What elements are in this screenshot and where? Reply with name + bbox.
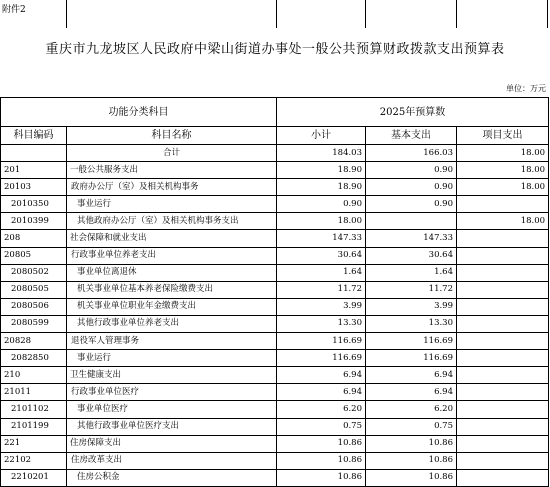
- table-row: [1, 350, 549, 367]
- table-row: [1, 281, 549, 298]
- cell-subtotal: 184.03: [277, 145, 366, 162]
- header-group-row: [1, 98, 549, 127]
- cell-code: 2080506: [1, 298, 67, 315]
- cell-name: 其他行政事业单位医疗支出: [67, 418, 277, 435]
- header-function-category: 功能分类科目: [1, 98, 277, 127]
- table-row: [1, 367, 549, 384]
- header-budget-year: 2025年预算数: [277, 98, 549, 127]
- cell-code: 221: [1, 435, 67, 452]
- table-row: [1, 384, 549, 401]
- cell-basic: 1.64: [366, 264, 457, 281]
- cell-subtotal: 10.86: [277, 469, 366, 486]
- cell-subtotal: 3.99: [277, 298, 366, 315]
- cell-basic: 147.33: [366, 230, 457, 247]
- header-subtotal: 小计: [277, 127, 366, 145]
- table-row: [1, 298, 549, 315]
- cell-subtotal: 11.72: [277, 281, 366, 298]
- cell-subtotal: 0.75: [277, 418, 366, 435]
- cell-name: 合计: [67, 145, 277, 162]
- cell-basic: [366, 213, 457, 230]
- cell-subtotal: 13.30: [277, 315, 366, 332]
- cell-basic: 13.30: [366, 315, 457, 332]
- table-row: [1, 401, 549, 418]
- table-row: [1, 213, 549, 230]
- cell-project: [457, 264, 549, 281]
- cell-project: [457, 247, 549, 264]
- cell-code: 201: [1, 162, 67, 179]
- cell-project: [457, 315, 549, 332]
- cell-project: [457, 333, 549, 350]
- header-code: 科目编码: [1, 127, 67, 145]
- cell-project: [457, 196, 549, 213]
- cell-subtotal: 30.64: [277, 247, 366, 264]
- cell-basic: 116.69: [366, 333, 457, 350]
- cell-name: 事业运行: [67, 350, 277, 367]
- cell-subtotal: 18.90: [277, 179, 366, 196]
- unit-label: 单位：万元: [506, 84, 546, 93]
- cell-name: 住房改革支出: [67, 452, 277, 469]
- cell-name: 行政事业单位医疗: [67, 384, 277, 401]
- cell-project: [457, 401, 549, 418]
- cell-code: 2101102: [1, 401, 67, 418]
- header-project: 项目支出: [457, 127, 549, 145]
- cell-basic: 10.86: [366, 435, 457, 452]
- cell-basic: 0.75: [366, 418, 457, 435]
- table-row: [1, 452, 549, 469]
- cell-basic: 6.94: [366, 367, 457, 384]
- cell-subtotal: 10.86: [277, 435, 366, 452]
- cell-name: 事业单位离退休: [67, 264, 277, 281]
- cell-name: 退役军人管理事务: [67, 333, 277, 350]
- cell-code: 2080505: [1, 281, 67, 298]
- cell-name: 机关事业单位基本养老保险缴费支出: [67, 281, 277, 298]
- cell-subtotal: 1.64: [277, 264, 366, 281]
- cell-subtotal: 6.94: [277, 367, 366, 384]
- cell-project: 18.00: [457, 213, 549, 230]
- cell-code: 2010350: [1, 196, 67, 213]
- cell-project: [457, 298, 549, 315]
- cell-subtotal: 18.90: [277, 162, 366, 179]
- cell-name: 住房公积金: [67, 469, 277, 486]
- attachment-label: 附件2: [2, 5, 26, 15]
- cell-basic: 10.86: [366, 469, 457, 486]
- cell-basic: 116.69: [366, 350, 457, 367]
- cell-basic: 0.90: [366, 179, 457, 196]
- table-row: [1, 469, 549, 486]
- table-row: [1, 230, 549, 247]
- table-row: [1, 264, 549, 281]
- cell-code: 20828: [1, 333, 67, 350]
- header-basic: 基本支出: [366, 127, 457, 145]
- cell-subtotal: 10.86: [277, 452, 366, 469]
- cell-name: 政府办公厅（室）及相关机构事务: [67, 179, 277, 196]
- cell-code: 2080502: [1, 264, 67, 281]
- cell-project: [457, 281, 549, 298]
- cell-name: 行政事业单位养老支出: [67, 247, 277, 264]
- cell-subtotal: 0.90: [277, 196, 366, 213]
- cell-subtotal: 116.69: [277, 350, 366, 367]
- table-row: [1, 179, 549, 196]
- budget-table: [0, 97, 549, 487]
- cell-project: [457, 469, 549, 486]
- cell-project: 18.00: [457, 179, 549, 196]
- cell-basic: 166.03: [366, 145, 457, 162]
- cell-code: 21011: [1, 384, 67, 401]
- cell-basic: 6.20: [366, 401, 457, 418]
- header-name: 科目名称: [67, 127, 277, 145]
- cell-code: 20805: [1, 247, 67, 264]
- cell-subtotal: 147.33: [277, 230, 366, 247]
- cell-name: 卫生健康支出: [67, 367, 277, 384]
- cell-subtotal: 6.94: [277, 384, 366, 401]
- table-row: [1, 315, 549, 332]
- table-row: [1, 162, 549, 179]
- cell-project: [457, 418, 549, 435]
- cell-name: 事业运行: [67, 196, 277, 213]
- table-row: [1, 145, 549, 162]
- page-title: 重庆市九龙坡区人民政府中梁山街道办事处一般公共预算财政拨款支出预算表: [45, 42, 505, 57]
- header-column-row: [1, 127, 549, 145]
- cell-project: [457, 384, 549, 401]
- cell-project: [457, 435, 549, 452]
- cell-basic: 30.64: [366, 247, 457, 264]
- cell-basic: 3.99: [366, 298, 457, 315]
- table-row: [1, 435, 549, 452]
- cell-code: 2082850: [1, 350, 67, 367]
- cell-name: 住房保障支出: [67, 435, 277, 452]
- cell-subtotal: 6.20: [277, 401, 366, 418]
- cell-code: 2010399: [1, 213, 67, 230]
- cell-basic: 0.90: [366, 196, 457, 213]
- cell-basic: 10.86: [366, 452, 457, 469]
- cell-code: 2080599: [1, 315, 67, 332]
- cell-name: 事业单位医疗: [67, 401, 277, 418]
- cell-name: 其他政府办公厅（室）及相关机构事务支出: [67, 213, 277, 230]
- cell-project: [457, 350, 549, 367]
- cell-code: 22102: [1, 452, 67, 469]
- cell-subtotal: 18.00: [277, 213, 366, 230]
- cell-code: [1, 145, 67, 162]
- cell-basic: 11.72: [366, 281, 457, 298]
- cell-name: 一般公共服务支出: [67, 162, 277, 179]
- cell-code: 210: [1, 367, 67, 384]
- cell-project: 18.00: [457, 145, 549, 162]
- cell-code: 2101199: [1, 418, 67, 435]
- cell-code: 208: [1, 230, 67, 247]
- cell-project: [457, 452, 549, 469]
- cell-name: 其他行政事业单位养老支出: [67, 315, 277, 332]
- cell-basic: 6.94: [366, 384, 457, 401]
- table-row: [1, 247, 549, 264]
- cell-code: 20103: [1, 179, 67, 196]
- cell-code: 2210201: [1, 469, 67, 486]
- table-row: [1, 418, 549, 435]
- table-row: [1, 196, 549, 213]
- cell-project: [457, 367, 549, 384]
- table-row: [1, 333, 549, 350]
- cell-name: 机关事业单位职业年金缴费支出: [67, 298, 277, 315]
- cell-project: 18.00: [457, 162, 549, 179]
- cell-name: 社会保障和就业支出: [67, 230, 277, 247]
- cell-basic: 0.90: [366, 162, 457, 179]
- cell-subtotal: 116.69: [277, 333, 366, 350]
- cell-project: [457, 230, 549, 247]
